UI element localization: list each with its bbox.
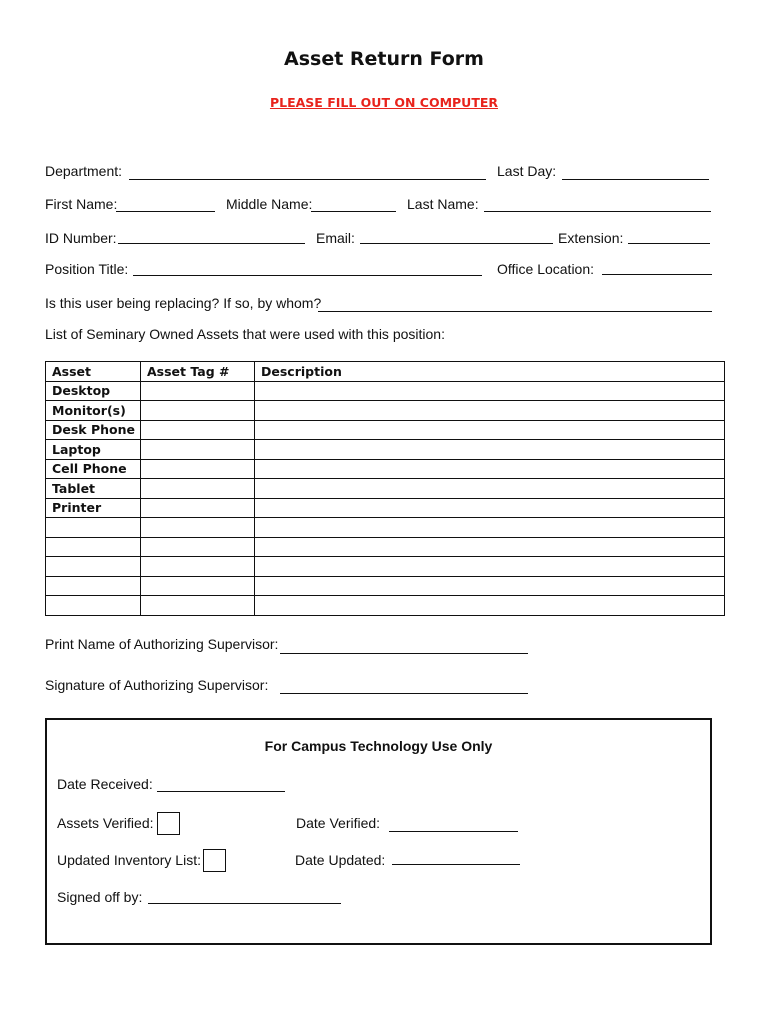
table-row <box>46 518 725 538</box>
email-label: Email: <box>316 230 355 246</box>
table-row <box>46 479 725 499</box>
fill-out-notice: PLEASE FILL OUT ON COMPUTER <box>269 95 499 110</box>
extension-field[interactable] <box>628 243 710 244</box>
department-label: Department: <box>45 163 123 179</box>
asset-name: Desktop <box>46 381 141 401</box>
asset-tag-cell[interactable] <box>141 381 255 401</box>
replacing-field[interactable] <box>318 311 712 312</box>
assets-verified-checkbox[interactable] <box>157 812 180 835</box>
table-row <box>46 381 725 401</box>
asset-name: Tablet <box>46 479 141 499</box>
office-location-label: Office Location: <box>497 261 595 277</box>
asset-tag-cell[interactable] <box>141 576 255 596</box>
asset-name: Printer <box>46 498 141 518</box>
date-updated-label: Date Updated: <box>295 852 386 868</box>
position-title-field[interactable] <box>133 275 482 276</box>
asset-tag-cell[interactable] <box>141 518 255 538</box>
extension-label: Extension: <box>558 230 624 246</box>
id-number-field[interactable] <box>118 243 305 244</box>
supervisor-signature-label: Signature of Authorizing Supervisor: <box>45 677 269 693</box>
updated-inventory-checkbox[interactable] <box>203 849 226 872</box>
asset-name[interactable] <box>46 518 141 538</box>
description-cell[interactable] <box>255 596 725 616</box>
signed-off-label: Signed off by: <box>57 889 143 905</box>
last-name-field[interactable] <box>484 211 711 212</box>
description-cell[interactable] <box>255 420 725 440</box>
asset-tag-cell[interactable] <box>141 420 255 440</box>
header-asset-tag: Asset Tag # <box>141 362 255 382</box>
asset-name: Cell Phone <box>46 459 141 479</box>
table-row <box>46 420 725 440</box>
asset-tag-cell[interactable] <box>141 537 255 557</box>
header-description: Description <box>255 362 725 382</box>
date-verified-field[interactable] <box>389 831 518 832</box>
signed-off-field[interactable] <box>148 903 341 904</box>
assets-verified-label: Assets Verified: <box>57 815 154 831</box>
replacing-label: Is this user being replacing? If so, by whom? <box>45 295 322 311</box>
updated-inventory-label: Updated Inventory List: <box>57 852 201 868</box>
asset-name: Laptop <box>46 440 141 460</box>
position-title-label: Position Title: <box>45 261 129 277</box>
table-row <box>46 596 725 616</box>
asset-tag-cell[interactable] <box>141 557 255 577</box>
asset-tag-cell[interactable] <box>141 596 255 616</box>
office-location-field[interactable] <box>602 274 712 275</box>
first-name-field[interactable] <box>116 211 215 212</box>
description-cell[interactable] <box>255 440 725 460</box>
asset-tag-cell[interactable] <box>141 459 255 479</box>
description-cell[interactable] <box>255 479 725 499</box>
description-cell[interactable] <box>255 459 725 479</box>
description-cell[interactable] <box>255 381 725 401</box>
table-row <box>46 557 725 577</box>
table-row <box>46 537 725 557</box>
middle-name-field[interactable] <box>311 211 396 212</box>
date-verified-label: Date Verified: <box>296 815 381 831</box>
header-asset: Asset <box>46 362 141 382</box>
last-day-label: Last Day: <box>497 163 557 179</box>
description-cell[interactable] <box>255 518 725 538</box>
email-field[interactable] <box>360 243 553 244</box>
description-cell[interactable] <box>255 401 725 421</box>
asset-tag-cell[interactable] <box>141 401 255 421</box>
supervisor-signature-field[interactable] <box>280 693 528 694</box>
assets-list-intro: List of Seminary Owned Assets that were used with this position: <box>45 326 445 342</box>
asset-tag-cell[interactable] <box>141 440 255 460</box>
table-row <box>46 401 725 421</box>
last-name-label: Last Name: <box>407 196 479 212</box>
asset-name[interactable] <box>46 576 141 596</box>
supervisor-name-field[interactable] <box>280 653 528 654</box>
table-row <box>46 459 725 479</box>
date-received-label: Date Received: <box>57 776 153 792</box>
asset-tag-cell[interactable] <box>141 479 255 499</box>
description-cell[interactable] <box>255 576 725 596</box>
asset-tag-cell[interactable] <box>141 498 255 518</box>
form-title: Asset Return Form <box>284 48 484 70</box>
asset-name[interactable] <box>46 537 141 557</box>
asset-name[interactable] <box>46 557 141 577</box>
assets-table <box>45 361 725 616</box>
first-name-label: First Name: <box>45 196 118 212</box>
description-cell[interactable] <box>255 498 725 518</box>
table-row <box>46 576 725 596</box>
date-updated-field[interactable] <box>392 864 520 865</box>
department-field[interactable] <box>129 179 486 180</box>
description-cell[interactable] <box>255 557 725 577</box>
middle-name-label: Middle Name: <box>226 196 313 212</box>
supervisor-name-label: Print Name of Authorizing Supervisor: <box>45 636 279 652</box>
table-row <box>46 440 725 460</box>
campus-tech-title: For Campus Technology Use Only <box>264 738 493 754</box>
description-cell[interactable] <box>255 537 725 557</box>
id-number-label: ID Number: <box>45 230 117 246</box>
table-row <box>46 498 725 518</box>
date-received-field[interactable] <box>157 791 285 792</box>
asset-name: Monitor(s) <box>46 401 141 421</box>
asset-name[interactable] <box>46 596 141 616</box>
table-header-row <box>46 362 725 382</box>
last-day-field[interactable] <box>562 179 709 180</box>
asset-name: Desk Phone <box>46 420 141 440</box>
